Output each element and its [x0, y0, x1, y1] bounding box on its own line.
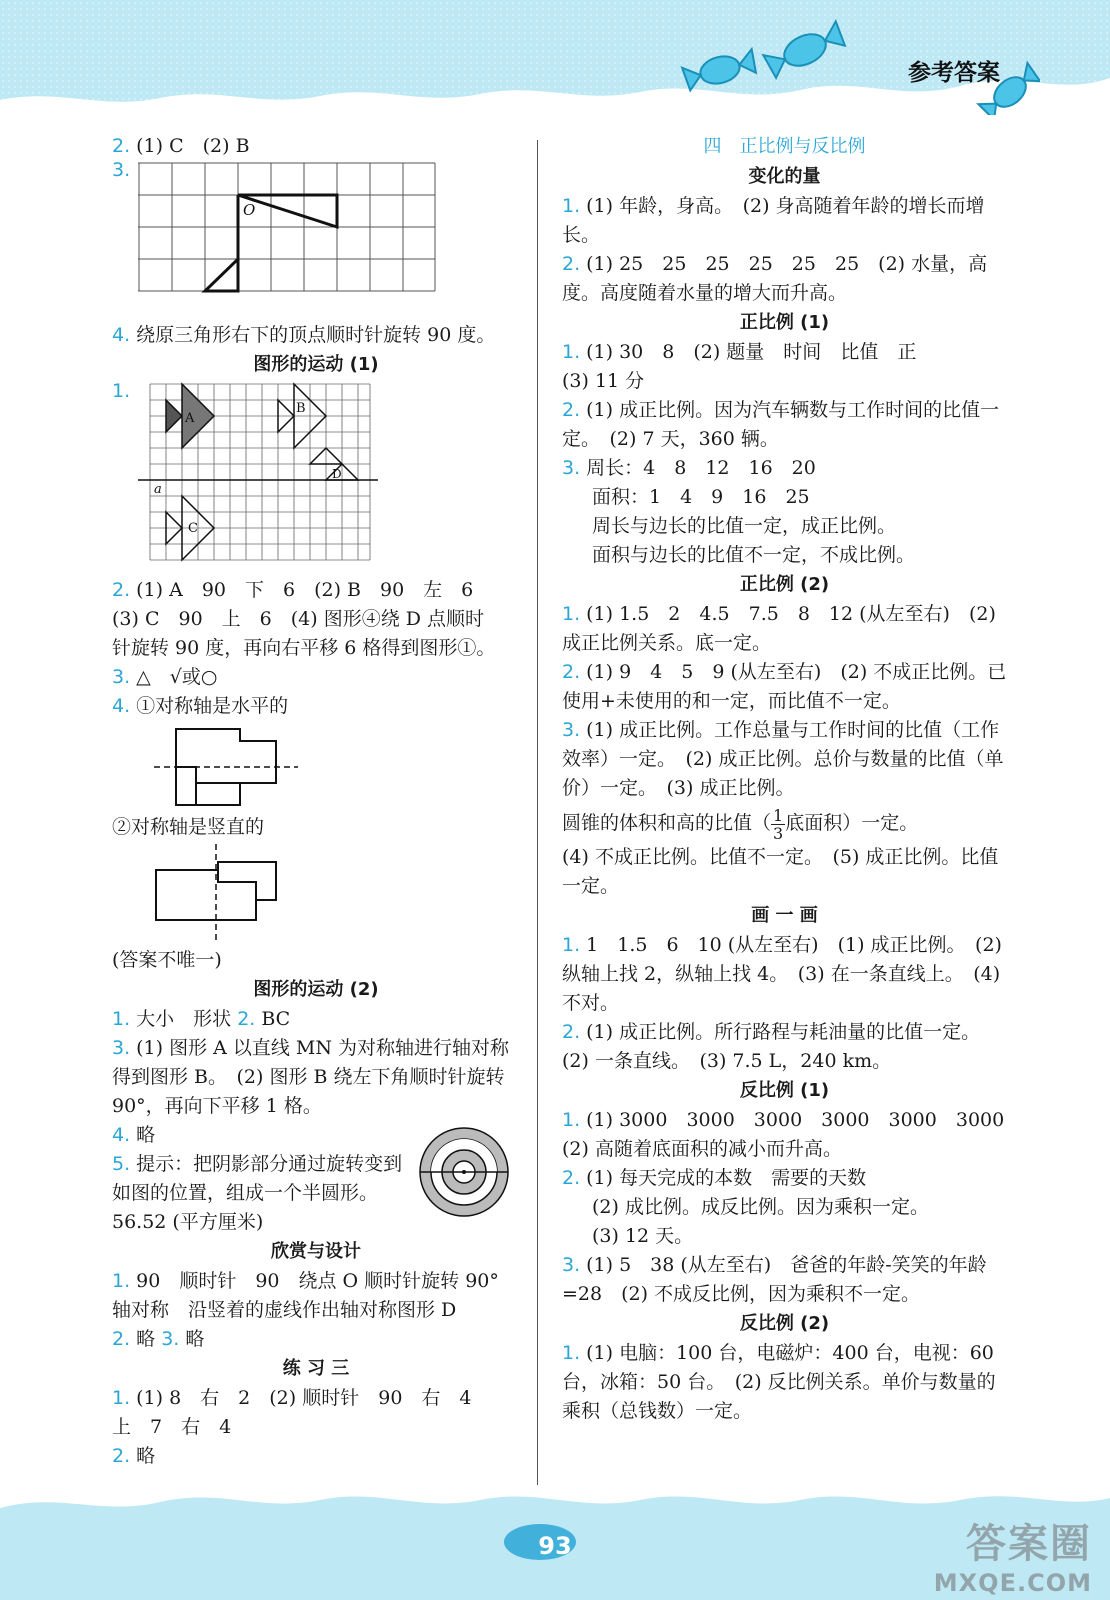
- watermark: [934, 1512, 1092, 1597]
- answer-text: (1) 3000 3000 3000 3000 3000 3000 (2) 高随着底面积的减小而升高。: [562, 1109, 1024, 1160]
- answer-text: (1) 年龄，身高。 (2) 身高随着年龄的增长而增长。: [562, 195, 985, 246]
- q-number: 2.: [562, 1167, 581, 1189]
- section-title: 图形的运动 (2): [253, 979, 379, 1000]
- answer-text: (1) 成正比例。因为汽车辆数与工作时间的比值一定。 (2) 7 天，360 辆。: [562, 399, 1000, 450]
- answer-text: 略: [136, 1445, 156, 1467]
- answer-text: 绕原三角形右下的顶点顺时针旋转 90 度。: [136, 324, 496, 346]
- section-title: 图形的运动 (1): [253, 354, 379, 375]
- section-title: 变化的量: [748, 166, 821, 187]
- q-number: 1.: [112, 1008, 131, 1030]
- shape-c-label: C: [188, 521, 198, 536]
- q-number: 3.: [161, 1328, 180, 1350]
- q-number: 1.: [562, 934, 581, 956]
- shape-b-label: B: [296, 401, 306, 416]
- answer-text: (2) 成比例。成反比例。因为乘积一定。: [592, 1196, 929, 1218]
- section-title: 正比例 (1): [739, 312, 830, 333]
- left-column: [112, 132, 520, 1471]
- q-number: 3.: [112, 666, 131, 688]
- answer-text: (1) 25 25 25 25 25 25 (2) 水量，高度。高度随着水量的增大而升高。: [562, 253, 988, 304]
- answer-text: 56.52 (平方厘米): [112, 1211, 264, 1233]
- q-number: 1.: [562, 195, 581, 217]
- answer-text: 1 1.5 6 10 (从左至右) (1) 成正比例。 (2) 纵轴上找 2，纵轴上找 4。 (3) 在一条直线上。 (4) 不对。: [562, 934, 1002, 1014]
- section-title: 练 习 三: [282, 1358, 350, 1379]
- answer-text: (1) 9 4 5 9 (从左至右) (2) 不成正比例。已使用+未使用的和一定，而比值不一定。: [562, 661, 1007, 712]
- symmetry-figure-horizontal: [148, 721, 348, 813]
- answer-text: 90 顺时针 90 绕点 O 顺时针旋转 90°: [136, 1270, 499, 1292]
- q-number: 2.: [237, 1008, 256, 1030]
- answer-text: 略: [136, 1124, 156, 1146]
- q-number: 4.: [112, 1124, 131, 1146]
- answer-text: 底面积）一定。: [785, 812, 919, 834]
- answer-text: 面积：1 4 9 16 25: [592, 486, 810, 508]
- answer-text: (1) 成正比例。工作总量与工作时间的比值（工作效率）一定。 (2) 成正比例。总价与数量的比值（单价）一定。 (3) 成正比例。: [562, 719, 1004, 799]
- answer-text: (3) 12 天。: [592, 1225, 694, 1247]
- answer-text: (1) 30 8 (2) 题量 时间 比值 正: [586, 341, 917, 363]
- point-o-label: O: [243, 201, 256, 219]
- answer-text: 面积与边长的比值不一定，不成比例。: [592, 544, 916, 566]
- q-number: 3.: [562, 1254, 581, 1276]
- q-number: 1.: [562, 1109, 581, 1131]
- answer-text: (3) C 90 上 6 (4) 图形④绕 D 点顺时: [112, 608, 485, 630]
- q-number: 1.: [112, 1387, 131, 1409]
- q-number: 2.: [112, 1445, 131, 1467]
- q-number: 3.: [112, 159, 131, 181]
- watermark-cn: 答案圈: [966, 1521, 1092, 1567]
- answer-text: 圆锥的体积和高的比值（: [562, 812, 772, 834]
- answer-text: (4) 不成正比例。比值不一定。 (5) 成正比例。比值一定。: [562, 846, 999, 897]
- q-number: 1.: [562, 1342, 581, 1364]
- page-number: 93: [538, 1532, 572, 1560]
- section-title: 反比例 (1): [739, 1080, 830, 1101]
- answer-text: (1) 8 右 2 (2) 顺时针 90 右 4: [136, 1387, 472, 1409]
- answer-text: 周长与边长的比值一定，成正比例。: [592, 515, 897, 537]
- shape-a-label: A: [185, 411, 195, 426]
- q-number: 5.: [112, 1153, 131, 1175]
- answer-text: 上 7 右 4: [112, 1416, 232, 1438]
- answer-text: (1) 图形 A 以直线 MN 为对称轴进行轴对称得到图形 B。 (2) 图形 B 绕左下角顺时针旋转 90°，再向下平移 1 格。: [112, 1037, 510, 1117]
- q-number: 4.: [112, 324, 131, 346]
- shape-d-label: D: [332, 467, 342, 481]
- q-number: 1.: [562, 603, 581, 625]
- answer-text: 略: [185, 1328, 205, 1350]
- answer-text: (1) A 90 下 6 (2) B 90 左 6: [136, 579, 474, 601]
- q-number: 1.: [112, 1270, 131, 1292]
- answer-text: (1) 每天完成的本数 需要的天数: [586, 1167, 867, 1189]
- q-number: 4.: [112, 695, 131, 717]
- header-title: 参考答案: [908, 60, 1000, 86]
- fraction-one-third: $\frac{1}{3}$: [773, 805, 784, 843]
- answer-text: BC: [261, 1008, 291, 1030]
- answer-text: (1) 1.5 2 4.5 7.5 8 12 (从左至右) (2) 成正比例关系。底一定。: [562, 603, 996, 654]
- section-title: 反比例 (2): [739, 1313, 830, 1334]
- q-number: 2.: [562, 253, 581, 275]
- answer-text: (3) 11 分: [562, 370, 645, 392]
- section-title: 画 一 画: [751, 905, 818, 926]
- q-number: 3.: [562, 719, 581, 741]
- q-number: 2.: [562, 1021, 581, 1043]
- q-number: 1.: [112, 380, 131, 402]
- concentric-circles-figure: [416, 1124, 512, 1220]
- column-divider: [537, 140, 538, 1485]
- section-title: 欣赏与设计: [271, 1241, 361, 1262]
- q-number: 3.: [112, 1037, 131, 1059]
- answer-text: (1) C (2) B: [136, 135, 250, 157]
- answer-text: 大小 形状: [136, 1008, 232, 1030]
- section-title: 正比例 (2): [739, 574, 830, 595]
- answer-text: (1) 成正比例。所行路程与耗油量的比值一定。 (2) 一条直线。 (3) 7.5 L，240 km。: [562, 1021, 990, 1072]
- symmetry-figure-vertical: [148, 842, 348, 946]
- q-number: 2.: [112, 135, 131, 157]
- answer-text: ②对称轴是竖直的: [112, 816, 265, 838]
- chapter-title: 四 正比例与反比例: [703, 136, 866, 157]
- answer-text: (1) 电脑：100 台，电磁炉：400 台，电视：60 台，冰箱：50 台。 (2) 反比例关系。单价与数量的乘积（总钱数）一定。: [562, 1342, 996, 1422]
- q-number: 1.: [562, 341, 581, 363]
- answer-text: 略: [136, 1328, 156, 1350]
- page-header: [0, 0, 1110, 115]
- shape-movement-grid: [138, 382, 388, 578]
- answer-text: 针旋转 90 度，再向右平移 6 格得到图形①。: [112, 637, 496, 659]
- q-number: 2.: [562, 661, 581, 683]
- q-number: 3.: [562, 457, 581, 479]
- answer-text: (答案不唯一): [112, 949, 222, 971]
- answer-text: ①对称轴是水平的: [136, 695, 289, 717]
- answer-text: (1) 5 38 (从左至右) 爸爸的年龄-笑笑的年龄=28 (2) 不成反比例，因为乘积不一定。: [562, 1254, 987, 1305]
- answer-text: 周长：4 8 12 16 20: [586, 457, 816, 479]
- q-number: 2.: [562, 399, 581, 421]
- answer-text: 提示：把阴影部分通过旋转变到如图的位置，组成一个半圆形。: [112, 1153, 403, 1204]
- rotation-grid-figure: [138, 161, 438, 295]
- q-number: 2.: [112, 1328, 131, 1350]
- right-column: [562, 132, 1024, 1426]
- watermark-en: MXQE.COM: [933, 1569, 1092, 1597]
- axis-a-label: a: [154, 482, 162, 497]
- q-number: 2.: [112, 579, 131, 601]
- answer-text: △ √或○: [136, 666, 218, 688]
- answer-text: 轴对称 沿竖着的虚线作出轴对称图形 D: [112, 1299, 457, 1321]
